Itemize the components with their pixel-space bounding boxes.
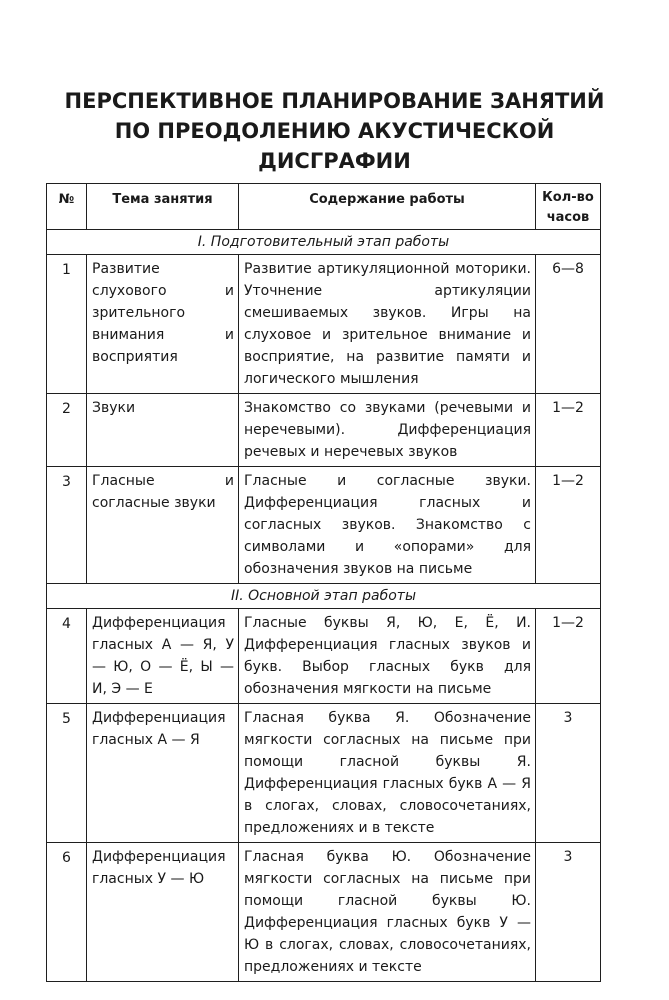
row-hours: 3	[536, 704, 601, 843]
table-row	[47, 467, 601, 584]
title-line-1: ПЕРСПЕКТИВНОЕ ПЛАНИРОВАНИЕ ЗАНЯТИЙ	[64, 89, 605, 113]
row-hours: 1—2	[536, 467, 601, 584]
row-content: Развитие артикуляционной моторики. Уточнение артикуляции смешиваемых звуков. Игры на слуховое и зрительное внимание и восприятие, на развитие памяти и логического мышления	[239, 255, 536, 394]
section-title-main: II. Основной этап работы	[47, 584, 601, 609]
table-row	[47, 394, 601, 467]
row-content: Знакомство со звуками (речевыми и неречевыми). Дифференциация речевых и неречевых звуков	[239, 394, 536, 467]
row-num: 4	[47, 609, 87, 704]
row-content: Гласные и согласные звуки. Дифференциация гласных и согласных звуков. Знакомство с символами и «опорами» для обозначения звуков на письме	[239, 467, 536, 584]
header-num: №	[47, 184, 87, 230]
row-hours: 6—8	[536, 255, 601, 394]
title-line-2: ПО ПРЕОДОЛЕНИЮ АКУСТИЧЕСКОЙ	[114, 119, 555, 143]
row-num: 5	[47, 704, 87, 843]
row-num: 6	[47, 843, 87, 982]
row-content: Гласная буква Ю. Обозначение мягкости согласных на письме при помощи гласной буквы Ю. Дифференциация гласных букв У — Ю в слогах, словах, словосочетаниях, предложениях и тексте	[239, 843, 536, 982]
section-row-1	[47, 230, 601, 255]
section-title-preparatory: I. Подготовительный этап работы	[47, 230, 601, 255]
row-content: Гласная буква Я. Обозначение мягкости согласных на письме при помощи гласной буквы Я. Дифференциация гласных букв А — Я в слогах, словах, словосочетаниях, предложениях и в тексте	[239, 704, 536, 843]
title-line-3: ДИСГРАФИИ	[258, 149, 411, 173]
header-topic: Тема занятия	[87, 184, 239, 230]
row-topic: Дифференциация гласных А — Я	[87, 704, 239, 843]
row-hours: 3	[536, 843, 601, 982]
row-hours: 1—2	[536, 609, 601, 704]
table-row	[47, 704, 601, 843]
row-num: 2	[47, 394, 87, 467]
row-topic: Развитие слухового и зрительного внимания и восприятия	[87, 255, 239, 394]
planning-table	[46, 183, 601, 982]
row-hours: 1—2	[536, 394, 601, 467]
header-content: Содержание работы	[239, 184, 536, 230]
row-content: Гласные буквы Я, Ю, Е, Ё, И. Дифференциация гласных звуков и букв. Выбор гласных букв для обозначения мягкости на письме	[239, 609, 536, 704]
table-row	[47, 255, 601, 394]
table-header-row	[47, 184, 601, 230]
row-topic: Гласные и согласные звуки	[87, 467, 239, 584]
row-num: 1	[47, 255, 87, 394]
page-title	[30, 86, 639, 176]
header-hours-line-2: часов	[546, 210, 590, 225]
row-topic: Дифференциация гласных У — Ю	[87, 843, 239, 982]
row-topic: Звуки	[87, 394, 239, 467]
row-num: 3	[47, 467, 87, 584]
row-topic: Дифференциация гласных А — Я, У — Ю, О — Ё, Ы — И, Э — Е	[87, 609, 239, 704]
table-row	[47, 609, 601, 704]
table-row	[47, 843, 601, 982]
header-hours	[536, 184, 601, 230]
header-hours-line-1: Кол-во	[542, 190, 594, 205]
section-row-2	[47, 584, 601, 609]
